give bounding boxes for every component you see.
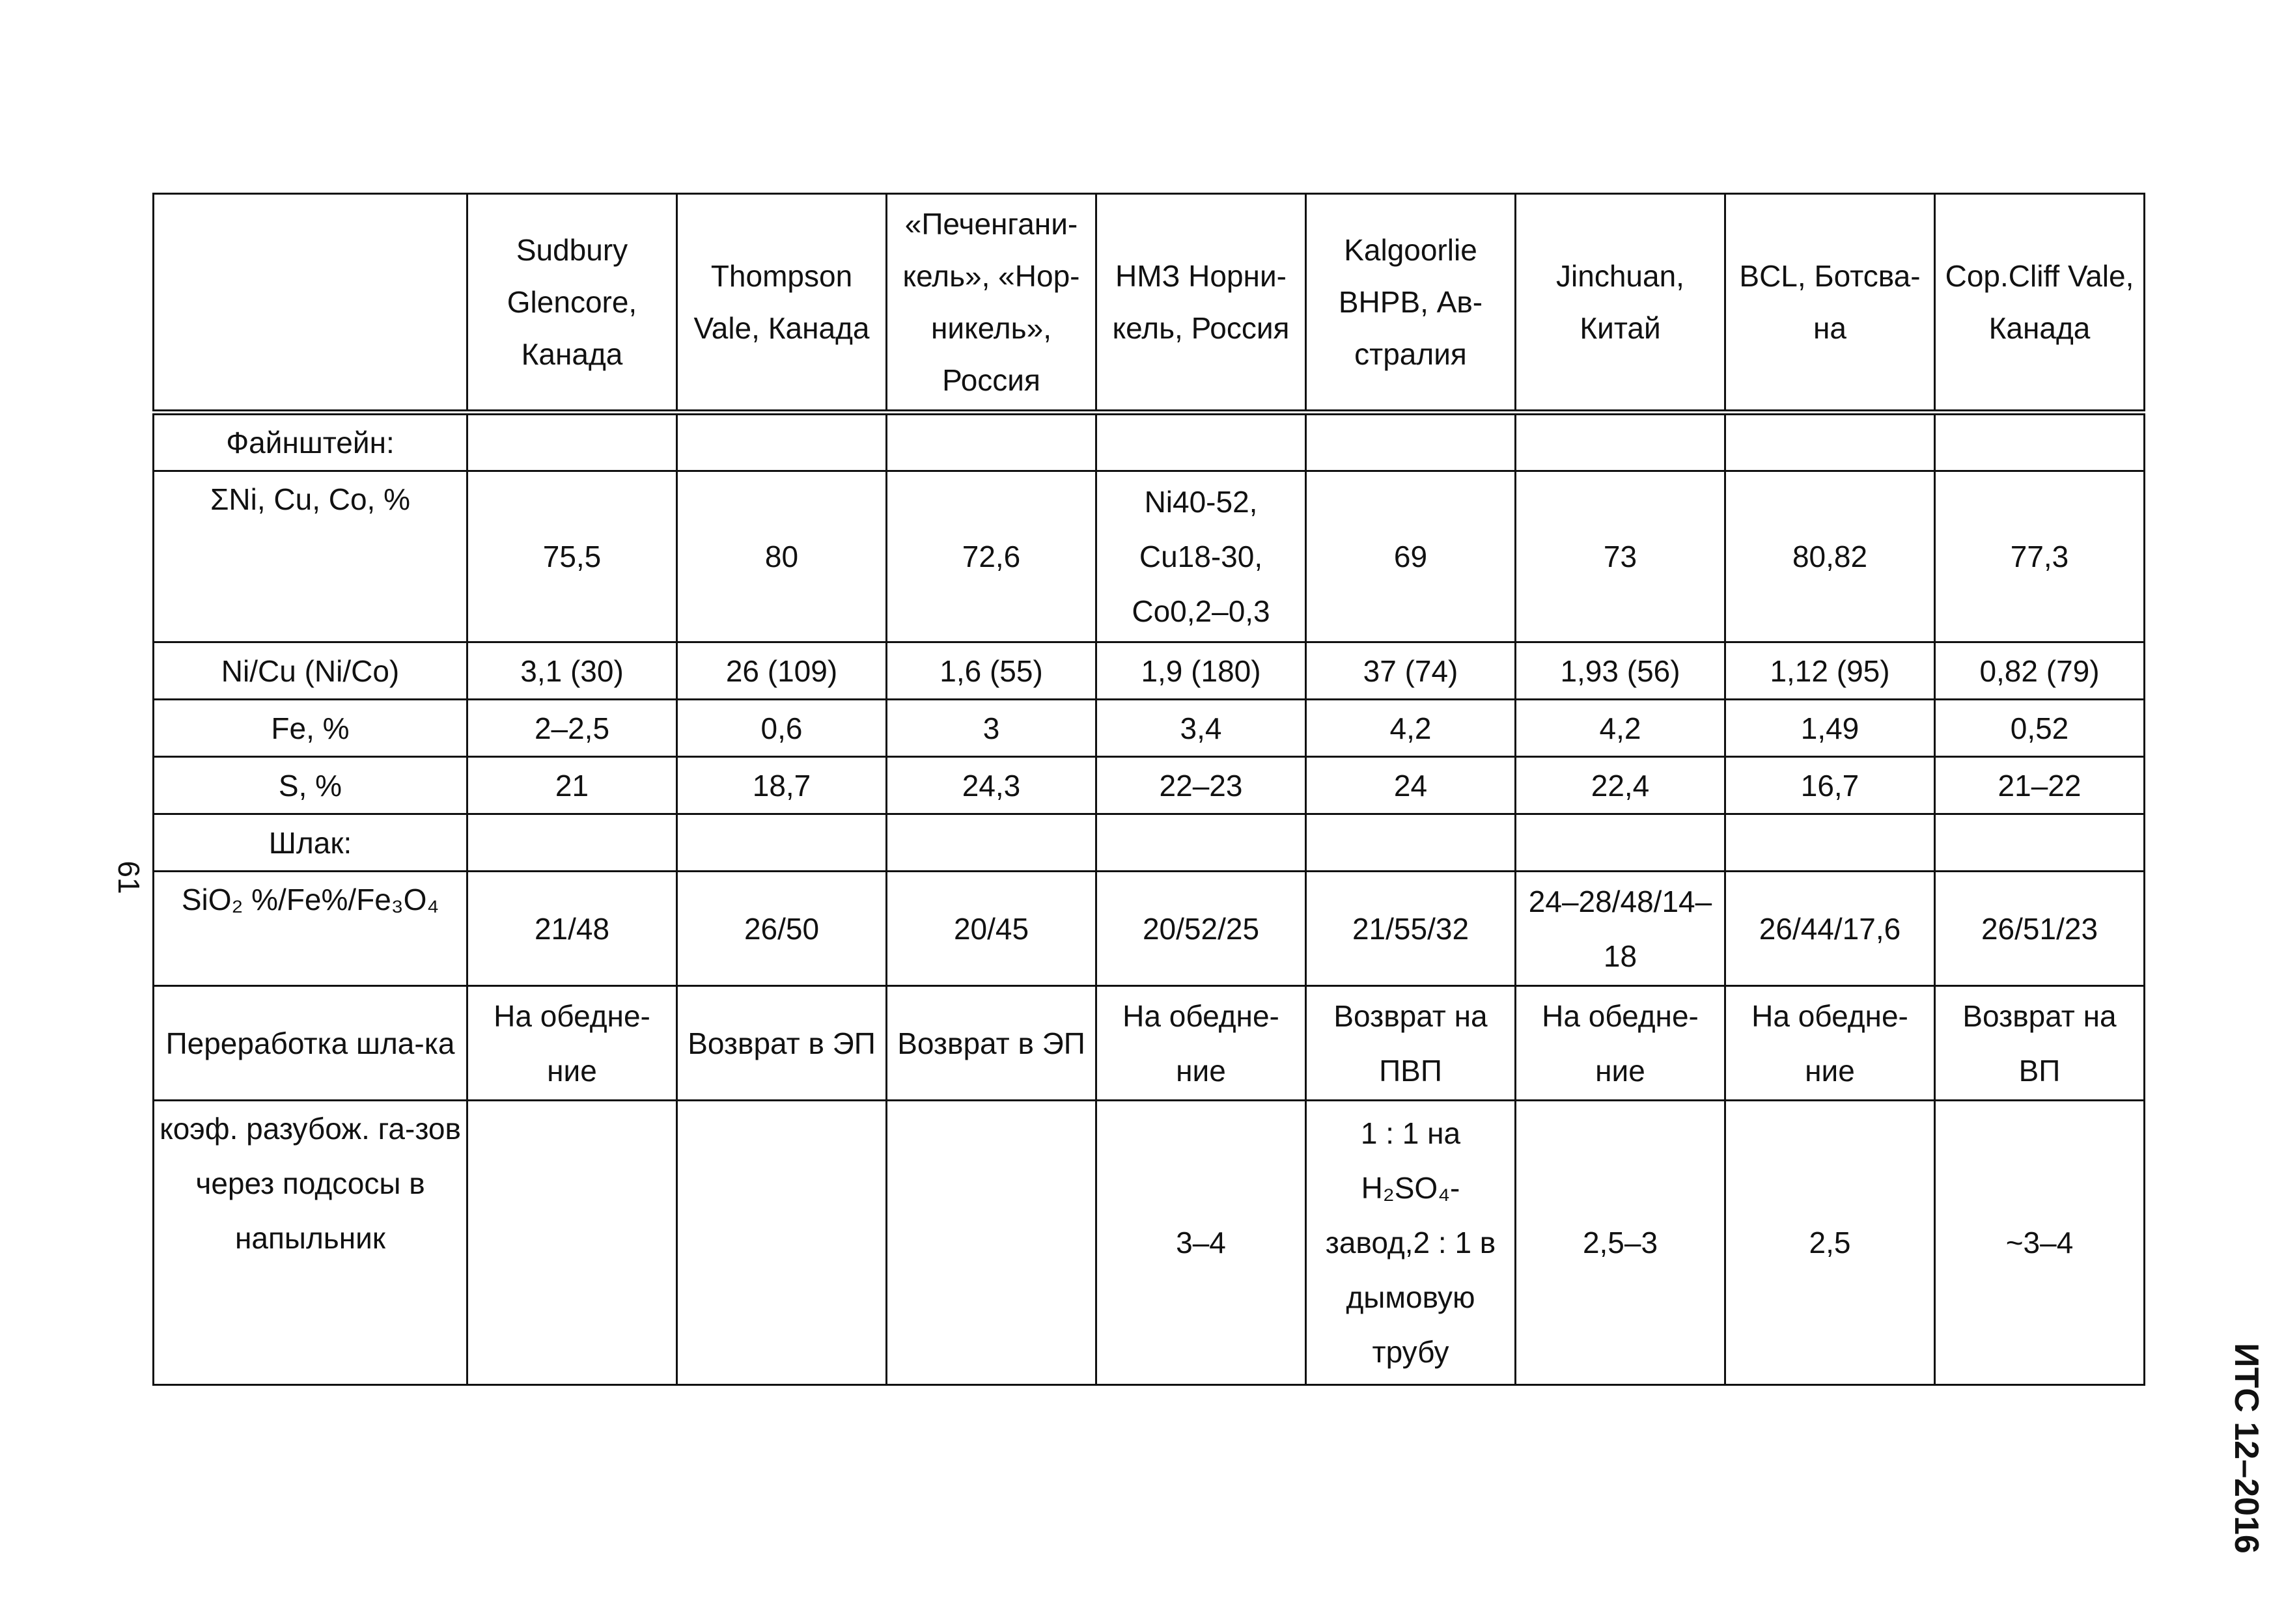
table-row [154,1101,2145,1385]
table-row [154,700,2145,757]
table-cell: 20/52/25 [1096,872,1306,986]
table-cell: 20/45 [887,872,1096,986]
row-label: S, % [154,757,467,814]
table-cell [887,1101,1096,1385]
table-cell: 69 [1306,471,1516,642]
table-cell: 24–28/48/14–18 [1516,872,1725,986]
table-row [154,471,2145,642]
row-label: Переработка шла-ка [154,986,467,1101]
table-cell: 26/51/23 [1935,872,2145,986]
table-cell [467,413,677,471]
header-cell-empty [154,194,467,413]
table-cell [677,413,887,471]
table-cell: 22,4 [1516,757,1725,814]
table-cell: 1,93 (56) [1516,642,1725,700]
table-row [154,757,2145,814]
table-cell: На обедне-ние [1096,986,1306,1101]
table-cell: 2–2,5 [467,700,677,757]
table-cell: 3 [887,700,1096,757]
table-cell: 80 [677,471,887,642]
header-cell-nmz: НМЗ Норни-кель, Россия [1096,194,1306,413]
table-cell: 2,5 [1725,1101,1935,1385]
row-label: ΣNi, Cu, Co, % [154,471,467,642]
table-cell [1306,413,1516,471]
table-cell: 3–4 [1096,1101,1306,1385]
table-cell: 1,12 (95) [1725,642,1935,700]
header-cell-bcl: BCL, Ботсва-на [1725,194,1935,413]
table-cell: 37 (74) [1306,642,1516,700]
header-row [154,194,2145,413]
table-cell: На обедне-ние [467,986,677,1101]
table-cell: 1,49 [1725,700,1935,757]
table-cell: 72,6 [887,471,1096,642]
smelter-comparison-table [152,193,2145,1386]
table-row [154,642,2145,700]
table-cell: Ni40-52, Cu18-30, Co0,2–0,3 [1096,471,1306,642]
table-cell: 0,6 [677,700,887,757]
table-cell: 0,82 (79) [1935,642,2145,700]
table-cell [1935,413,2145,471]
table-cell: 0,52 [1935,700,2145,757]
table-cell [887,814,1096,872]
row-label: Ni/Cu (Ni/Co) [154,642,467,700]
table-cell: 26/50 [677,872,887,986]
table-cell: 80,82 [1725,471,1935,642]
document-series-label: ИТС 12–2016 [2227,1343,2265,1554]
table-cell [1725,814,1935,872]
header-cell-copcliff: Cop.Cliff Vale, Канада [1935,194,2145,413]
table-cell: На обедне-ние [1516,986,1725,1101]
row-label: Шлак: [154,814,467,872]
table-cell [1096,814,1306,872]
table-row [154,986,2145,1101]
table-cell: 24 [1306,757,1516,814]
table-cell [467,1101,677,1385]
table-row [154,413,2145,471]
table-row [154,814,2145,872]
header-cell-pechenganikel: «Печенгани-кель», «Нор-никель», Россия [887,194,1096,413]
header-cell-sudbury: Sudbury Glencore, Канада [467,194,677,413]
table-cell: 1 : 1 на H₂SO₄-завод,2 : 1 в дымовую трубу [1306,1101,1516,1385]
table-cell [1096,413,1306,471]
page-number: 61 [112,860,146,894]
table-cell: 22–23 [1096,757,1306,814]
table-cell: 26 (109) [677,642,887,700]
table-cell: Возврат на ПВП [1306,986,1516,1101]
table-cell [677,1101,887,1385]
table-cell [467,814,677,872]
table-cell: 75,5 [467,471,677,642]
row-label: коэф. разубож. га-зов через подсосы в напыльник [154,1101,467,1385]
header-cell-kalgoorlie: Kalgoorlie BHPB, Ав-стралия [1306,194,1516,413]
table-cell: 4,2 [1306,700,1516,757]
table-cell: 21/48 [467,872,677,986]
header-cell-thompson: Thompson Vale, Канада [677,194,887,413]
table-cell: ~3–4 [1935,1101,2145,1385]
header-cell-jinchuan: Jinchuan, Китай [1516,194,1725,413]
table-cell: 3,1 (30) [467,642,677,700]
table-cell: Возврат в ЭП [677,986,887,1101]
table-cell [1516,814,1725,872]
table-cell: 18,7 [677,757,887,814]
row-label: SiO₂ %/Fe%/Fe₃O₄ [154,872,467,986]
table-cell: 21 [467,757,677,814]
table-cell: 73 [1516,471,1725,642]
table-cell: 1,6 (55) [887,642,1096,700]
table-cell: 3,4 [1096,700,1306,757]
row-label: Fe, % [154,700,467,757]
table-cell: 24,3 [887,757,1096,814]
table-cell: Возврат в ЭП [887,986,1096,1101]
table-cell [1725,413,1935,471]
table-cell: 21/55/32 [1306,872,1516,986]
table-cell [887,413,1096,471]
table-cell [1516,413,1725,471]
row-label: Файнштейн: [154,413,467,471]
table-cell [1935,814,2145,872]
table-cell: На обедне-ние [1725,986,1935,1101]
table-cell: 4,2 [1516,700,1725,757]
table-cell: Возврат на ВП [1935,986,2145,1101]
table-row [154,872,2145,986]
table-cell: 1,9 (180) [1096,642,1306,700]
table-cell: 26/44/17,6 [1725,872,1935,986]
table-cell [1306,814,1516,872]
table-cell: 2,5–3 [1516,1101,1725,1385]
table-cell: 77,3 [1935,471,2145,642]
table-cell: 16,7 [1725,757,1935,814]
table-cell [677,814,887,872]
table-cell: 21–22 [1935,757,2145,814]
